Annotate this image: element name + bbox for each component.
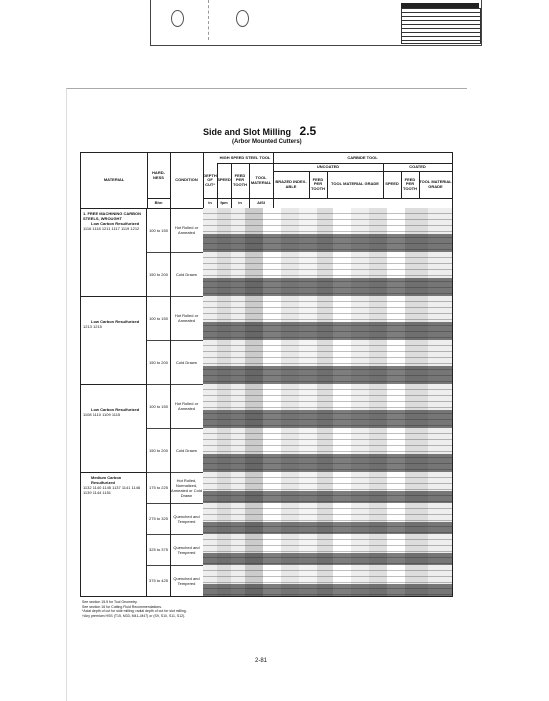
header-coat-speed: SPEED [383, 171, 402, 199]
hardness-cell: 100 to 150 [147, 296, 171, 340]
header-coat-tool: TOOL MATERIAL GRADE [419, 171, 453, 199]
header-carbide-group: CARBIDE TOOL [273, 153, 453, 164]
table-row [147, 340, 452, 385]
material-subtype: Medium Carbon Resulfurized [91, 475, 122, 485]
condition-cell: Cold Drawn [170, 340, 204, 384]
shaded-rows [203, 410, 452, 428]
table-row [147, 428, 452, 473]
table-row [147, 534, 452, 566]
material-cell [81, 208, 147, 296]
condition-cell: Quenched and Tempered [170, 565, 204, 596]
hole-right [236, 10, 249, 27]
data-block [203, 428, 452, 472]
shaded-rows [203, 584, 452, 596]
material-section [81, 208, 452, 297]
material-grades: 1116 1118 1211 1117 1119 1212 [83, 226, 140, 231]
shaded-rows [203, 491, 452, 503]
shaded-rows [203, 278, 452, 296]
header-hss-feed: FEED PER TOOTH [231, 163, 250, 199]
data-block [203, 384, 452, 428]
footnotes [82, 600, 382, 619]
condition-cell: Hot Rolled or Annealed [170, 384, 204, 428]
mini-table [401, 8, 481, 44]
page-title-row [203, 124, 316, 138]
shaded-rows [203, 522, 452, 534]
material-grades: 1108 1110 1109 1115 [83, 412, 121, 417]
header-hss-speed: SPEED [217, 163, 232, 199]
header-coated: COATED [383, 163, 453, 172]
header-hss-group: HIGH SPEED STEEL TOOL [217, 153, 274, 164]
condition-cell: Quenched and Tempered [170, 503, 204, 534]
data-block [203, 565, 452, 596]
material-cell [81, 472, 147, 596]
shaded-rows [203, 454, 452, 472]
header-material: MATERIAL [81, 153, 148, 209]
table-row [147, 252, 452, 297]
table-row [147, 208, 452, 253]
header-uncoated: UNCOATED [273, 163, 384, 172]
condition-cell: Hot Rolled or Annealed [170, 296, 204, 340]
material-grades: 1132 1140 1145 1137 1141 1146 1139 1144 1151 [83, 485, 141, 495]
data-block [203, 503, 452, 534]
previous-page-fragment [150, 0, 482, 46]
page-number: 2-81 [255, 658, 268, 664]
hardness-cell: 175 to 225 [147, 472, 171, 503]
data-block [203, 252, 452, 296]
material-cell [81, 384, 147, 472]
material-grades: 1213 1215 [83, 324, 102, 329]
table-row [147, 296, 452, 341]
data-block [203, 208, 452, 252]
condition-cell: Hot Rolled, Normalized, Annealed or Cold Drawn [170, 472, 204, 503]
page-title: Side and Slot Milling [203, 127, 292, 137]
header-condition: CONDITION [170, 153, 204, 209]
header-hss-feed-unit: in [231, 198, 250, 209]
header-depth-unit: in [203, 198, 218, 209]
material-section [81, 472, 452, 596]
section-number: 2.5 [299, 124, 317, 138]
header-unc-feed: FEED PER TOOTH [309, 171, 328, 199]
page-subtitle: (Arbor Mounted Cutters) [232, 139, 302, 145]
header-depth: DEPTH OF CUT* [203, 163, 218, 199]
data-block [203, 534, 452, 565]
header-unc-speed: BRAZED INDEX-ABLE [273, 171, 310, 199]
footnote: †Any premium HSS (T15, M33, M41–M47) or (S9, S10, S11, S12). [82, 614, 186, 619]
header-hss-tool: TOOL MATERIAL [249, 163, 274, 199]
hardness-cell: 100 to 150 [147, 384, 171, 428]
footnote: See section 15.5 for Tool Geometry. [82, 600, 138, 604]
condition-cell: Hot Rolled or Annealed [170, 208, 204, 252]
material-cell [81, 296, 147, 384]
material-section [81, 384, 452, 473]
hardness-cell: 150 to 200 [147, 252, 171, 296]
header-hardness-unit: Bhn [147, 198, 171, 209]
table-row [147, 503, 452, 535]
condition-cell: Cold Drawn [170, 252, 204, 296]
data-block [203, 340, 452, 384]
shaded-rows [203, 234, 452, 252]
shaded-rows [203, 366, 452, 384]
table-row [147, 472, 452, 504]
hardness-cell: 150 to 200 [147, 340, 171, 384]
hardness-cell: 375 to 425 [147, 565, 171, 596]
table-header [81, 153, 452, 209]
material-subtype: Low Carbon Resulfurized [91, 319, 140, 324]
center-line [208, 0, 209, 40]
machining-table [80, 152, 453, 597]
material-family: 1. FREE MACHINING CARBON STEELS, WROUGHT [83, 211, 142, 221]
table-row [147, 565, 452, 596]
hardness-cell: 100 to 150 [147, 208, 171, 252]
shaded-rows [203, 553, 452, 565]
data-block [203, 296, 452, 340]
header-coat-feed: FEED PER TOOTH [401, 171, 420, 199]
data-block [203, 472, 452, 503]
material-subtype: Low Carbon Resulfurized [91, 407, 140, 412]
footnote: *Axial depth of cut for side milling; radial depth of cut for slot milling. [82, 609, 187, 614]
condition-cell: Quenched and Tempered [170, 534, 204, 565]
header-hss-tool-unit: AISI [249, 198, 274, 209]
shaded-rows [203, 322, 452, 340]
hardness-cell: 150 to 200 [147, 428, 171, 472]
material-subtype: Low Carbon Resulfurized [91, 221, 140, 226]
hole-left [171, 10, 184, 27]
hardness-cell: 325 to 375 [147, 534, 171, 565]
condition-cell: Cold Drawn [170, 428, 204, 472]
hardness-cell: 275 to 325 [147, 503, 171, 534]
table-body [81, 208, 452, 596]
footnote: See section 16 for Cutting Fluid Recommendations. [82, 604, 162, 609]
table-row [147, 384, 452, 429]
material-section [81, 296, 452, 385]
header-hardness: HARD-NESS [147, 153, 171, 199]
header-hss-speed-unit: fpm [217, 198, 232, 209]
header-unc-tool: TOOL MATERIAL GRADE [327, 171, 384, 199]
